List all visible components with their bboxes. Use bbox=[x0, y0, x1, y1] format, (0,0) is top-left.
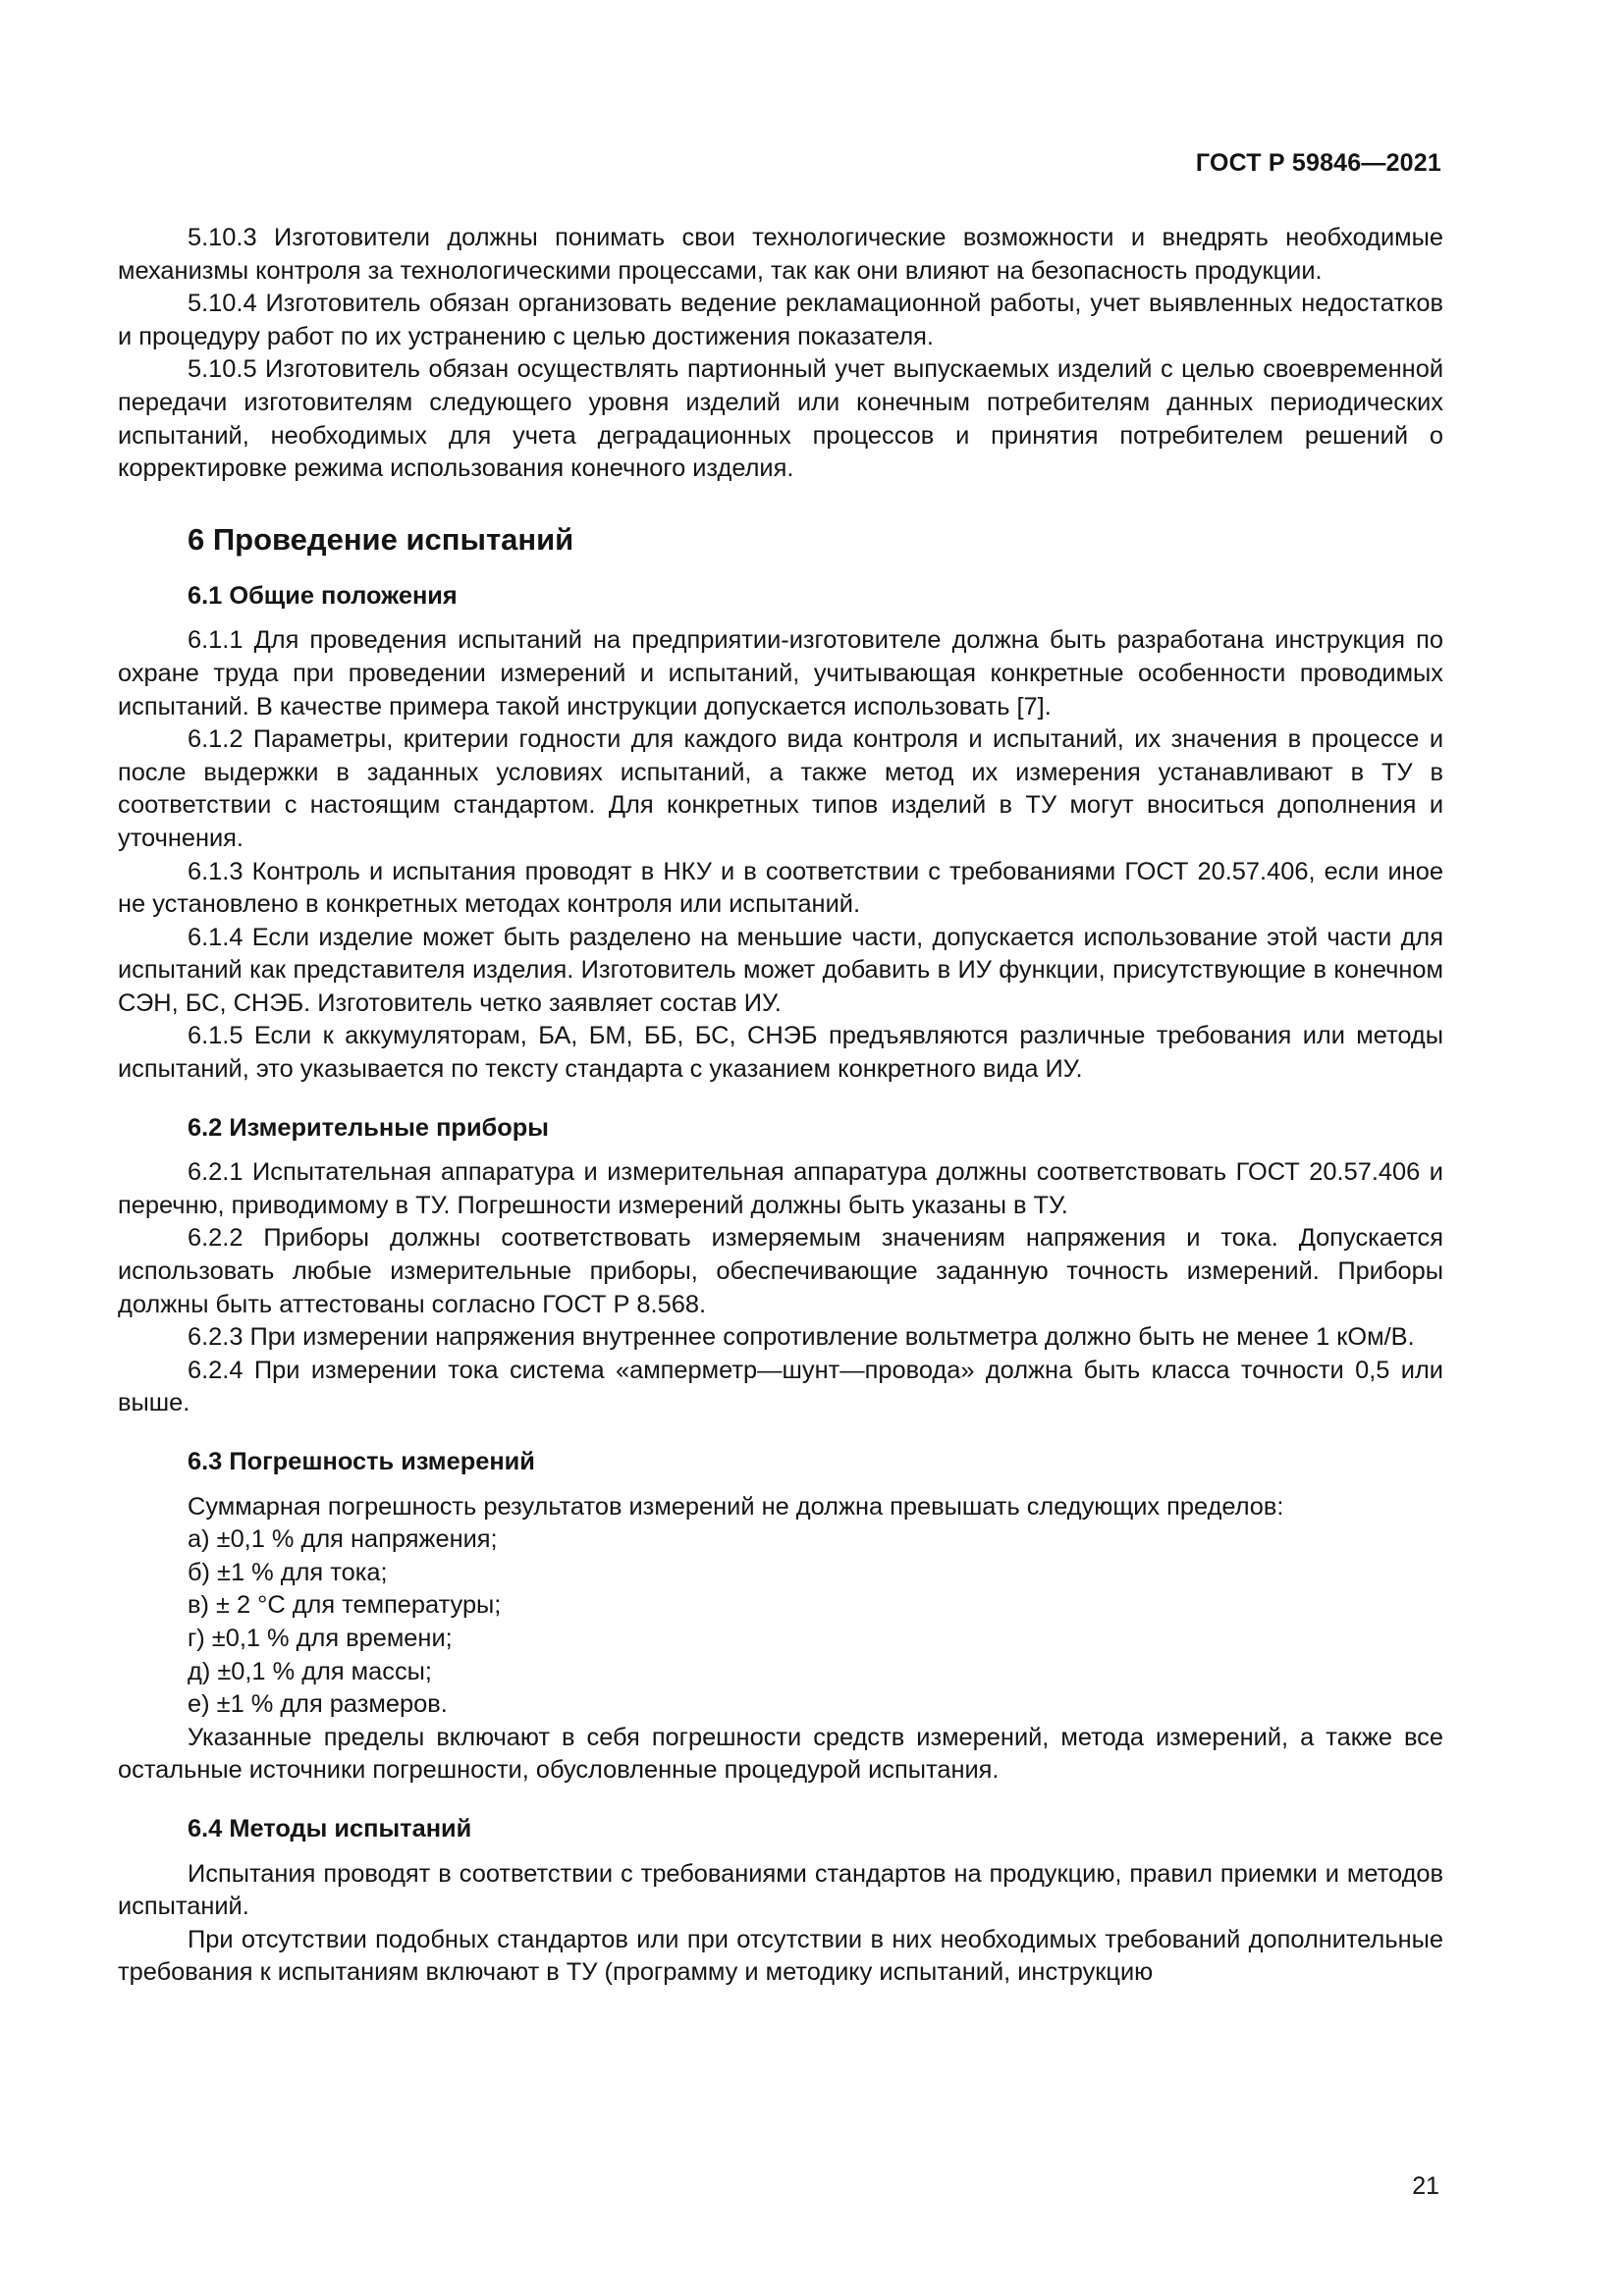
tolerance-list bbox=[118, 1523, 1443, 1722]
paragraph-6-1-1: 6.1.1 Для проведения испытаний на предприятии-изготовителе должна быть разработана инструкция по охране труда при проведении измерений и испытаний, учитывающая конкретные особенности проводимых испытаний. В качестве примера такой инструкции допускается использовать [7]. bbox=[118, 626, 1443, 721]
paragraph-6-3-note: Указанные пределы включают в себя погрешности средств измерений, метода измерений, а также все остальные источники погрешности, обусловленные процедурой испытания. bbox=[118, 1723, 1443, 1785]
list-item: е) ±1 % для размеров. bbox=[188, 1690, 448, 1719]
subsection-6-3-title: 6.3 Погрешность измерений bbox=[188, 1448, 535, 1475]
list-item: б) ±1 % для тока; bbox=[188, 1558, 388, 1586]
paragraph-6-4-a: Испытания проводят в соответствии с требованиями стандартов на продукцию, правил приемки и методов испытаний. bbox=[118, 1859, 1443, 1921]
paragraph-6-1-5: 6.1.5 Если к аккумуляторам, БА, БМ, ББ, БС, СНЭБ предъявляются различные требования или методы испытаний, это указывается по тексту стандарта с указанием конкретного вида ИУ. bbox=[118, 1022, 1443, 1084]
subsection-6-4-title: 6.4 Методы испытаний bbox=[188, 1814, 472, 1842]
paragraph-6-1-3: 6.1.3 Контроль и испытания проводят в НКУ и в соответствии с требованиями ГОСТ 20.57.406, если иное не установлено в конкретных методах контроля или испытаний. bbox=[118, 857, 1443, 919]
page-number: 21 bbox=[1412, 2172, 1439, 2200]
paragraph-6-1-2: 6.1.2 Параметры, критерии годности для каждого вида контроля и испытаний, их значения в процессе и после выдержки в заданных условиях испытаний, а также метод их измерения устанавливают в ТУ в соответствии с настоящим стандартом. Для конкретных типов изделий в ТУ могут вноситься дополнения и уточнения. bbox=[118, 725, 1443, 852]
section-6-title: 6 Проведение испытаний bbox=[188, 521, 574, 557]
list-item: в) ± 2 °С для температуры; bbox=[188, 1591, 502, 1620]
subsection-6-2-title: 6.2 Измерительные приборы bbox=[188, 1113, 549, 1142]
paragraph-6-1-4: 6.1.4 Если изделие может быть разделено на меньшие части, допускается использование этой части для испытаний как представителя изделия. Изготовитель может добавить в ИУ функции, присутствующие в конечном СЭН, БС, СНЭБ. Изготовитель четко заявляет состав ИУ. bbox=[118, 923, 1443, 1017]
paragraph-6-3-intro: Суммарная погрешность результатов измерений не должна превышать следующих пределов: bbox=[188, 1492, 1284, 1521]
paragraph-5-10-5: 5.10.5 Изготовитель обязан осуществлять партионный учет выпускаемых изделий с целью своевременной передачи изготовителям следующего уровня изделий или конечным потребителям данных периодических испытаний, необходимых для учета деградационных процессов и принятия потребителем решений о корректировке режима использования конечного изделия. bbox=[118, 355, 1443, 483]
list-item: г) ±0,1 % для времени; bbox=[188, 1624, 453, 1652]
paragraph-6-2-1: 6.2.1 Испытательная аппаратура и измерительная аппаратура должны соответствовать ГОСТ 20.57.406 и перечню, приводимому в ТУ. Погрешности измерений должны быть указаны в ТУ. bbox=[118, 1158, 1443, 1219]
document-body bbox=[118, 222, 1443, 1990]
list-item: д) ±0,1 % для массы; bbox=[188, 1657, 432, 1685]
subsection-6-1-title: 6.1 Общие положения bbox=[188, 581, 458, 610]
paragraph-5-10-3: 5.10.3 Изготовители должны понимать свои технологические возможности и внедрять необходимые механизмы контроля за технологическими процессами, так как они влияют на безопасность продукции. bbox=[118, 224, 1443, 285]
paragraph-5-10-4: 5.10.4 Изготовитель обязан организовать ведение рекламационной работы, учет выявленных недостатков и процедуру работ по их устранению с целью достижения показателя. bbox=[118, 290, 1443, 350]
paragraph-6-2-3: 6.2.3 При измерении напряжения внутреннее сопротивление вольтметра должно быть не менее 1 кОм/В. bbox=[188, 1323, 1415, 1352]
paragraph-6-2-2: 6.2.2 Приборы должны соответствовать измеряемым значениям напряжения и тока. Допускается использовать любые измерительные приборы, обеспечивающие заданную точность измерений. Приборы должны быть аттестованы согласно ГОСТ Р 8.568. bbox=[118, 1224, 1443, 1318]
list-item: а) ±0,1 % для напряжения; bbox=[188, 1525, 498, 1554]
document-header: ГОСТ Р 59846—2021 bbox=[1195, 149, 1441, 177]
paragraph-6-4-b: При отсутствии подобных стандартов или при отсутствии в них необходимых требований дополнительные требования к испытаниям включают в ТУ (программу и методику испытаний, инструкцию bbox=[118, 1925, 1443, 1987]
paragraph-6-2-4: 6.2.4 При измерении тока система «амперметр—шунт—провода» должна быть класса точности 0,5 или выше. bbox=[118, 1356, 1443, 1417]
